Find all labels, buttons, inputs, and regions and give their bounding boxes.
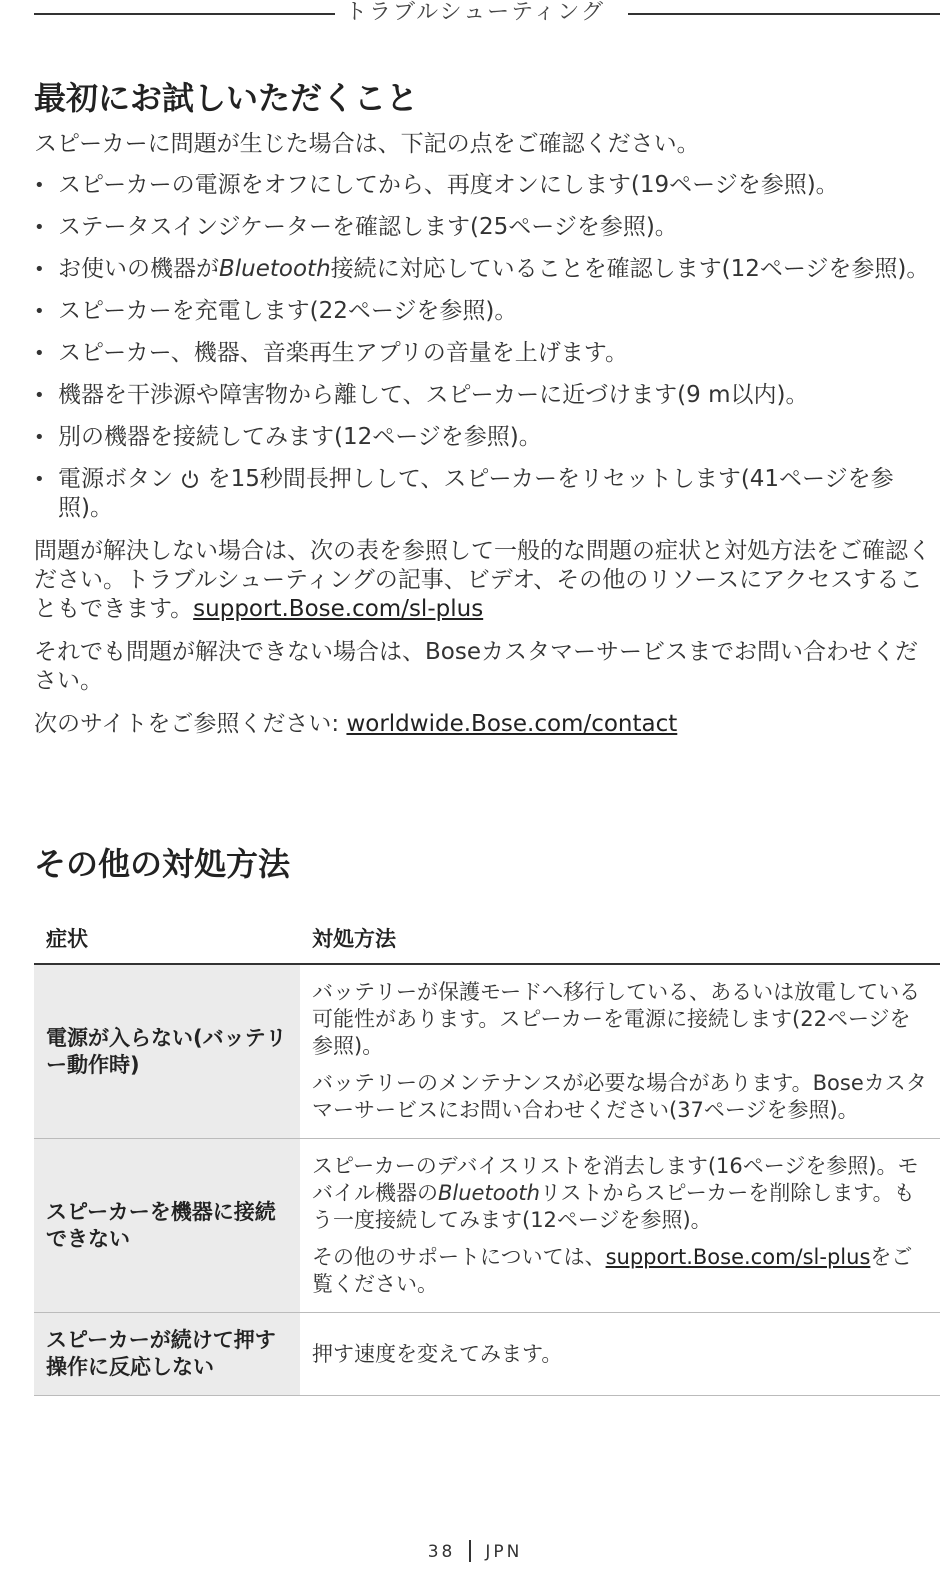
list-item — [34, 381, 940, 410]
support-link[interactable]: support.Bose.com/sl-plus — [193, 596, 484, 622]
troubleshooting-table — [34, 920, 940, 1396]
list-item — [34, 171, 940, 200]
solution-cell — [300, 1313, 940, 1396]
paragraph-text: 次のサイトをご参照ください: — [34, 711, 347, 737]
solution-text-part: リストからスピーカーを削除します。もう一度接続してみます(12ページを参照)。 — [312, 1181, 915, 1232]
list-item-text: スピーカーを充電します(22ページを参照)。 — [58, 298, 518, 324]
language-code: JPN — [485, 1542, 523, 1562]
intro-text: スピーカーに問題が生じた場合は、下記の点をご確認ください。 — [34, 131, 700, 157]
list-item-text: を15秒間長押しして、スピーカーをリセットします(41ページを参照)。 — [58, 466, 894, 521]
list-item — [34, 423, 940, 452]
section-title-other-solutions: その他の対処方法 — [34, 845, 291, 883]
table-row — [34, 1313, 940, 1396]
running-header — [0, 0, 950, 26]
symptom-cell: スピーカーが続けて押す操作に反応しない — [34, 1313, 300, 1396]
list-item — [34, 255, 940, 284]
solution-text: バッテリーのメンテナンスが必要な場合があります。Boseカスタマーサービスにお問い合わせください(37ページを参照)。 — [312, 1071, 927, 1122]
solution-text: バッテリーが保護モードへ移行している、あるいは放電している可能性があります。スピーカーを電源に接続します(22ページを参照)。 — [312, 980, 921, 1058]
solution-text-part: をご覧ください。 — [312, 1245, 913, 1296]
table-row — [34, 964, 940, 1139]
list-item-text: 機器を干渉源や障害物から離して、スピーカーに近づけます(9 m以内)。 — [58, 382, 809, 408]
running-header-text: トラブルシューティング — [335, 0, 615, 25]
list-item — [34, 339, 940, 368]
list-item-text: ステータスインジケーターを確認します(25ページを参照)。 — [58, 214, 678, 240]
list-item-text: お使いの機器が — [58, 256, 219, 282]
page-footer — [0, 1540, 950, 1562]
list-item — [34, 465, 940, 523]
site-paragraph — [34, 710, 940, 739]
symptom-cell: 電源が入らない(バッテリー動作時) — [34, 964, 300, 1139]
first-steps-body — [34, 130, 940, 739]
contact-paragraph: それでも問題が解決できない場合は、Boseカスタマーサービスまでお問い合わせください。 — [34, 639, 918, 694]
symptom-cell: スピーカーを機器に接続できない — [34, 1139, 300, 1313]
list-item-text: 別の機器を接続してみます(12ページを参照)。 — [58, 424, 542, 450]
paragraph-text: 問題が解決しない場合は、次の表を参照して一般的な問題の症状と対処方法をご確認ください。トラブルシューティングの記事、ビデオ、その他のリソースにアクセスすることもできます。 — [34, 538, 931, 622]
table-row — [34, 1139, 940, 1313]
solution-text — [312, 1244, 928, 1298]
list-item-text: 電源ボタン — [58, 466, 173, 492]
solution-cell — [300, 964, 940, 1139]
list-item — [34, 297, 940, 326]
solution-text: 押す速度を変えてみます。 — [312, 1341, 563, 1366]
solution-text-part: スピーカーのデバイスリストを消去します(16ページを参照)。モバイル機器の — [312, 1154, 919, 1205]
footer-divider — [469, 1540, 471, 1562]
list-item-text: 接続に対応していることを確認します(12ページを参照)。 — [330, 256, 930, 282]
list-item-text: スピーカー、機器、音楽再生アプリの音量を上げます。 — [58, 340, 628, 366]
page-number: 38 — [427, 1542, 456, 1562]
solution-cell — [300, 1139, 940, 1313]
checklist — [34, 171, 940, 523]
bluetooth-term: Bluetooth — [219, 256, 331, 282]
solution-text — [312, 1153, 928, 1234]
column-header-symptom: 症状 — [34, 920, 300, 964]
contact-link[interactable]: worldwide.Bose.com/contact — [346, 711, 678, 737]
power-icon — [180, 468, 200, 488]
troubleshoot-paragraph — [34, 537, 940, 624]
list-item-text: スピーカーの電源をオフにしてから、再度オンにします(19ページを参照)。 — [58, 172, 839, 198]
bluetooth-term: Bluetooth — [438, 1181, 540, 1205]
list-item — [34, 213, 940, 242]
section-title-first-steps: 最初にお試しいただくこと — [34, 79, 419, 117]
solution-text-part: その他のサポートについては、 — [312, 1245, 606, 1269]
column-header-solution: 対処方法 — [300, 920, 940, 964]
table-header-row — [34, 920, 940, 964]
support-link[interactable]: support.Bose.com/sl-plus — [605, 1245, 871, 1269]
